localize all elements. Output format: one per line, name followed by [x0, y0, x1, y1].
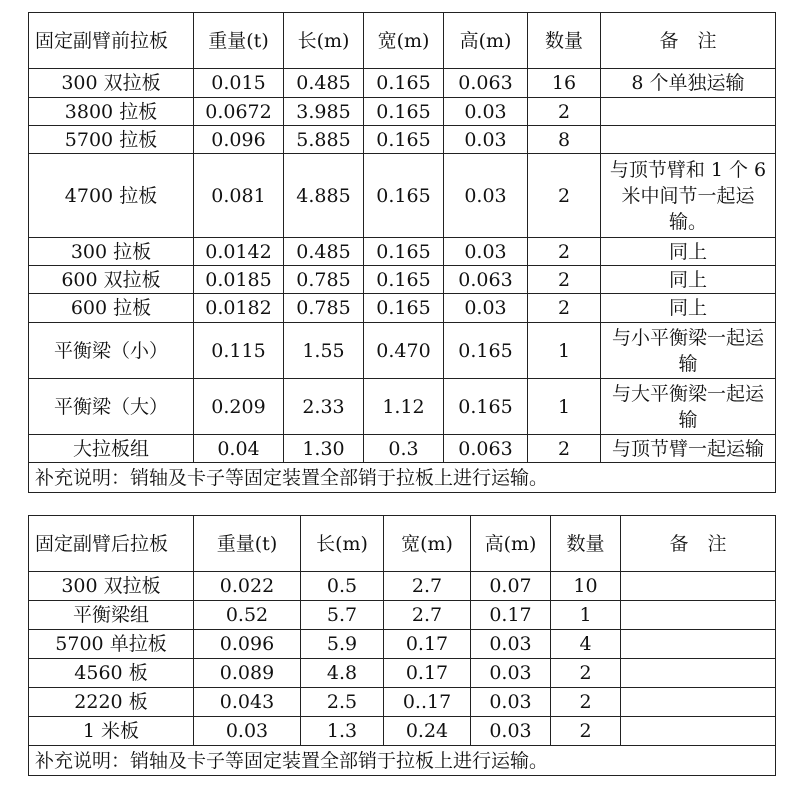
table-cell: 300 双拉板	[29, 69, 194, 98]
remark-cell	[621, 601, 776, 630]
table-cell: 0.096	[194, 126, 284, 154]
remark-cell: 与大平衡梁一起运输	[601, 379, 776, 435]
header-cell: 重量(t)	[194, 13, 284, 69]
header-cell: 重量(t)	[194, 516, 301, 572]
header-cell: 数量	[528, 13, 601, 69]
table-cell: 2.7	[384, 601, 471, 630]
table-row	[29, 630, 776, 659]
remark-cell	[621, 572, 776, 601]
table-cell: 16	[528, 69, 601, 98]
table-cell: 1.55	[284, 323, 364, 379]
table-cell: 0.04	[194, 435, 284, 463]
table-cell: 0.043	[194, 688, 301, 717]
remark-cell	[621, 688, 776, 717]
table-cell: 3.985	[284, 98, 364, 126]
table-cell: 2.5	[301, 688, 384, 717]
table-cell: 0.063	[444, 435, 528, 463]
table-row	[29, 435, 776, 463]
header-cell: 宽(m)	[364, 13, 444, 69]
header-cell: 高(m)	[444, 13, 528, 69]
table-cell: 300 拉板	[29, 238, 194, 266]
table-cell: 0.470	[364, 323, 444, 379]
remark-cell	[601, 98, 776, 126]
table-cell: 0.03	[194, 717, 301, 746]
table-cell: 0.07	[471, 572, 551, 601]
table-cell: 0.115	[194, 323, 284, 379]
table-cell: 大拉板组	[29, 435, 194, 463]
table-cell: 4.885	[284, 154, 364, 238]
table-cell: 5700 拉板	[29, 126, 194, 154]
table-cell: 0.165	[364, 126, 444, 154]
table-cell: 0.17	[384, 659, 471, 688]
table-cell: 0.03	[444, 294, 528, 323]
table-cell: 2	[528, 98, 601, 126]
table-cell: 0.096	[194, 630, 301, 659]
table-row	[29, 717, 776, 746]
table-note-row	[29, 463, 776, 493]
remark-cell: 8 个单独运输	[601, 69, 776, 98]
supplementary-note: 补充说明：销轴及卡子等固定装置全部销于拉板上进行运输。	[29, 746, 776, 776]
table-cell: 0.52	[194, 601, 301, 630]
table-row	[29, 126, 776, 154]
header-cell: 备 注	[621, 516, 776, 572]
table-cell: 1.12	[364, 379, 444, 435]
table-cell: 1.3	[301, 717, 384, 746]
table-cell: 10	[551, 572, 621, 601]
table-cell: 8	[528, 126, 601, 154]
table-cell: 0.0142	[194, 238, 284, 266]
header-cell: 高(m)	[471, 516, 551, 572]
remark-cell	[621, 659, 776, 688]
table-cell: 5.885	[284, 126, 364, 154]
table-cell: 0.165	[364, 266, 444, 294]
table-cell: 0.063	[444, 69, 528, 98]
table-cell: 0.165	[364, 98, 444, 126]
table-header-row	[29, 516, 776, 572]
table-cell: 平衡梁组	[29, 601, 194, 630]
table-row	[29, 266, 776, 294]
remark-cell: 与顶节臂一起运输	[601, 435, 776, 463]
table-row	[29, 688, 776, 717]
table-cell: 0.081	[194, 154, 284, 238]
table-cell: 0.03	[444, 126, 528, 154]
table-cell: 0.165	[364, 154, 444, 238]
table-cell: 5.7	[301, 601, 384, 630]
table-cell: 0.485	[284, 238, 364, 266]
table-cell: 300 双拉板	[29, 572, 194, 601]
header-cell: 数量	[551, 516, 621, 572]
table-note-row	[29, 746, 776, 776]
remark-cell	[621, 717, 776, 746]
table-cell: 0.165	[364, 69, 444, 98]
table-cell: 0.24	[384, 717, 471, 746]
table-cell: 5700 单拉板	[29, 630, 194, 659]
table-row	[29, 154, 776, 238]
table-cell: 0.165	[364, 294, 444, 323]
table-cell: 1	[528, 379, 601, 435]
table-row	[29, 323, 776, 379]
table-cell: 2	[528, 154, 601, 238]
rear-tie-plate-table	[28, 515, 776, 776]
table-row	[29, 601, 776, 630]
table-header-row	[29, 13, 776, 69]
front-tie-plate-table	[28, 12, 776, 493]
table-cell: 平衡梁（大）	[29, 379, 194, 435]
table-cell: 0.5	[301, 572, 384, 601]
table-row	[29, 98, 776, 126]
table-cell: 600 拉板	[29, 294, 194, 323]
table-cell: 1	[528, 323, 601, 379]
table-cell: 2	[528, 238, 601, 266]
table-row	[29, 572, 776, 601]
table-cell: 2.7	[384, 572, 471, 601]
remark-cell: 与小平衡梁一起运输	[601, 323, 776, 379]
table-row	[29, 659, 776, 688]
table-cell: 1 米板	[29, 717, 194, 746]
table-cell: 0.03	[444, 154, 528, 238]
table-cell: 0.089	[194, 659, 301, 688]
header-cell: 固定副臂前拉板	[29, 13, 194, 69]
header-cell: 长(m)	[284, 13, 364, 69]
table-cell: 0.3	[364, 435, 444, 463]
table-cell: 2	[528, 435, 601, 463]
header-cell: 长(m)	[301, 516, 384, 572]
table-cell: 4700 拉板	[29, 154, 194, 238]
table-cell: 0.0182	[194, 294, 284, 323]
table-cell: 4560 板	[29, 659, 194, 688]
header-cell: 宽(m)	[384, 516, 471, 572]
table-cell: 0.165	[444, 379, 528, 435]
table-cell: 2	[551, 659, 621, 688]
table-cell: 0..17	[384, 688, 471, 717]
table-cell: 0.03	[471, 688, 551, 717]
remark-cell: 同上	[601, 294, 776, 323]
remark-cell: 同上	[601, 238, 776, 266]
table-cell: 2	[528, 266, 601, 294]
table-cell: 0.785	[284, 266, 364, 294]
table-cell: 0.785	[284, 294, 364, 323]
table-cell: 0.03	[471, 717, 551, 746]
table-cell: 0.015	[194, 69, 284, 98]
table-cell: 0.063	[444, 266, 528, 294]
table-cell: 4.8	[301, 659, 384, 688]
table-row	[29, 379, 776, 435]
table-cell: 0.03	[471, 659, 551, 688]
table-cell: 2.33	[284, 379, 364, 435]
table-cell: 0.17	[471, 601, 551, 630]
table-cell: 0.022	[194, 572, 301, 601]
table-cell: 0.03	[471, 630, 551, 659]
table-cell: 0.485	[284, 69, 364, 98]
table-cell: 0.17	[384, 630, 471, 659]
header-cell: 备 注	[601, 13, 776, 69]
remark-cell	[621, 630, 776, 659]
table-cell: 2	[551, 717, 621, 746]
table-row	[29, 69, 776, 98]
table-cell: 0.165	[444, 323, 528, 379]
table-cell: 0.0672	[194, 98, 284, 126]
table-cell: 5.9	[301, 630, 384, 659]
table-cell: 2	[551, 688, 621, 717]
remark-cell: 同上	[601, 266, 776, 294]
remark-cell: 与顶节臂和 1 个 6 米中间节一起运输。	[601, 154, 776, 238]
table-cell: 1.30	[284, 435, 364, 463]
header-cell: 固定副臂后拉板	[29, 516, 194, 572]
table-cell: 600 双拉板	[29, 266, 194, 294]
table-row	[29, 238, 776, 266]
table-cell: 0.03	[444, 238, 528, 266]
table-cell: 3800 拉板	[29, 98, 194, 126]
table-cell: 0.0185	[194, 266, 284, 294]
table-cell: 4	[551, 630, 621, 659]
supplementary-note: 补充说明：销轴及卡子等固定装置全部销于拉板上进行运输。	[29, 463, 776, 493]
table-cell: 平衡梁（小）	[29, 323, 194, 379]
table-cell: 0.165	[364, 238, 444, 266]
table-cell: 2	[528, 294, 601, 323]
remark-cell	[601, 126, 776, 154]
table-cell: 0.03	[444, 98, 528, 126]
table-cell: 1	[551, 601, 621, 630]
table-cell: 0.209	[194, 379, 284, 435]
table-cell: 2220 板	[29, 688, 194, 717]
table-row	[29, 294, 776, 323]
